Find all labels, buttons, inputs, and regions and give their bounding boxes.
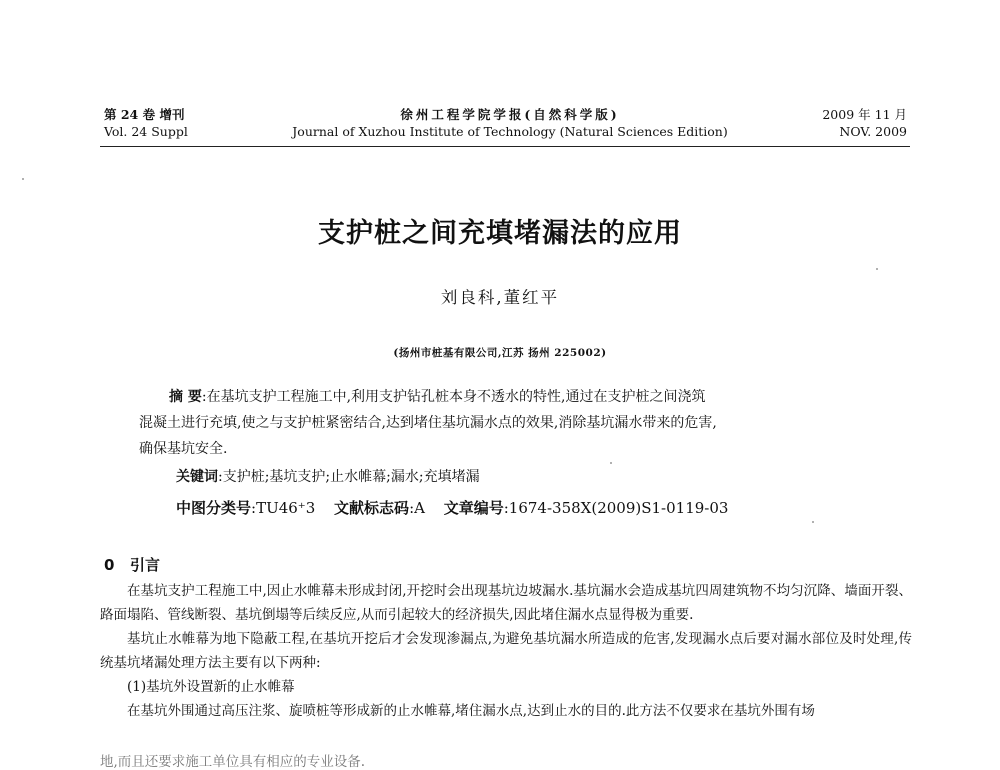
keywords-label: 关键词 (176, 469, 218, 485)
article-affiliation: (扬州市桩基有限公司,江苏 扬州 225002) (393, 347, 607, 359)
clc-value: :TU46⁺3 (251, 499, 316, 517)
header-volume (104, 106, 188, 140)
scan-speck (876, 268, 878, 270)
paragraph-4: 在基坑外围通过高压注浆、旋喷桩等形成新的止水帷幕,堵住漏水点,达到止水的目的.此方法不仅要求在基坑外围有场 (127, 703, 815, 719)
section-number: 0 (104, 556, 115, 574)
article-title: 支护桩之间充填堵漏法的应用 (318, 218, 682, 249)
abstract-line-3: 确保基坑安全. (139, 441, 228, 457)
clc-label: 中图分类号 (176, 499, 252, 517)
keywords-value: :支护桩;基坑支护;止水帷幕;漏水;充填堵漏 (218, 469, 480, 485)
paragraph-1: 在基坑支护工程施工中,因止水帷幕未形成封闭,开挖时会出现基坑边坡漏水.基坑漏水会造成基坑四周建筑物不均匀沉降、墙面开裂、路面塌陷、管线断裂、基坑倒塌等后续反应,从而引起较大的经济损失,因此堵住漏水点显得极为重要. (100, 583, 912, 623)
body-text (100, 579, 912, 723)
volume-cn: 第 24 卷 增刊 (104, 107, 185, 122)
header-date (822, 106, 907, 140)
journal-en: Journal of Xuzhou Institute of Technology (Natural Sciences Edition) (292, 124, 728, 139)
volume-en: Vol. 24 Suppl (104, 124, 188, 139)
keywords (176, 466, 480, 486)
classification (176, 497, 728, 518)
paragraph-2: 基坑止水帷幕为地下隐蔽工程,在基坑开挖后才会发现渗漏点,为避免基坑漏水所造成的危害,发现漏水点后要对漏水部位及时处理,传统基坑堵漏处理方法主要有以下两种: (100, 631, 912, 671)
abstract-label: 摘 要 (169, 389, 202, 405)
date-en: NOV. 2009 (839, 124, 907, 139)
scan-speck (812, 521, 814, 523)
abstract-text-1: :在基坑支护工程施工中,利用支护钻孔桩本身不透水的特性,通过在支护桩之间浇筑 (201, 389, 706, 405)
section-title: 引言 (130, 556, 161, 574)
paragraph-5-cutoff: 地,而且还要求施工单位具有相应的专业设备. (100, 754, 366, 770)
article-number-value: :1674-358X(2009)S1-0119-03 (503, 499, 729, 517)
scan-speck (22, 178, 24, 180)
abstract-line-1 (139, 384, 879, 410)
article-number-label: 文章编号 (443, 499, 504, 517)
date-cn: 2009 年 11 月 (822, 107, 907, 122)
abstract (139, 384, 879, 462)
scan-speck (610, 462, 612, 464)
abstract-line-2: 混凝土进行充填,使之与支护桩紧密结合,达到堵住基坑漏水点的效果,消除基坑漏水带来的危害, (139, 415, 717, 431)
doc-code-value: :A (409, 499, 425, 517)
doc-code-label: 文献标志码 (334, 499, 410, 517)
journal-cn: 徐州工程学院学报(自然科学版) (400, 107, 620, 122)
header-rule (100, 146, 910, 147)
header-journal (240, 106, 780, 140)
paragraph-3: (1)基坑外设置新的止水帷幕 (127, 679, 295, 695)
article-authors: 刘良科,董红平 (440, 288, 560, 307)
section-heading (104, 554, 160, 575)
